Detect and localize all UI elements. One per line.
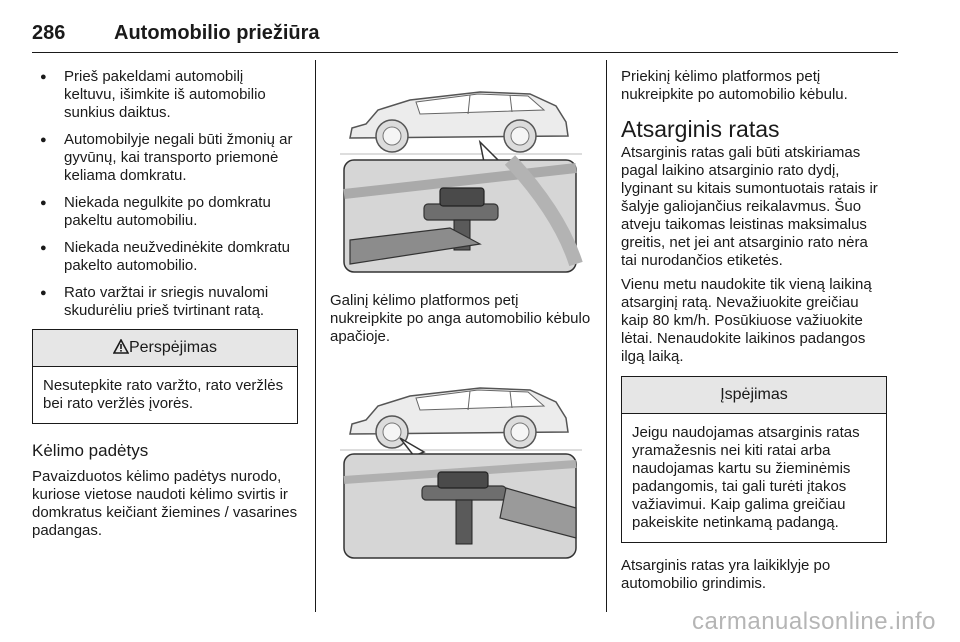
page-header (32, 22, 898, 53)
right-column (621, 68, 887, 593)
section-text: Pavaizduotos kėlimo padėtys nurodo, kuriose vietose naudoti kėlimo svirtis ir domkratus keičiant žiemines / vasarines padangas. (32, 468, 298, 539)
list-item: ● Rato varžtai ir sriegis nuvalomi skudurėliu prieš tvirtinant ratą. (32, 284, 298, 320)
car-rear-lift-point-icon (330, 64, 592, 278)
warning-triangle-icon (113, 339, 129, 354)
page-title: Automobilio priežiūra (114, 22, 320, 44)
warning-text: Nesutepkite rato varžto, rato veržlės bei rato veržlės įvorės. (43, 377, 284, 412)
safety-bullet-list (32, 68, 298, 320)
car-front-lift-point-icon (330, 368, 592, 564)
watermark: carmanualsonline.info (692, 608, 936, 635)
spare-wheel-para-2: Vienu metu naudokite tik vieną laikiną atsarginį ratą. Nevažiuokite greičiau kaip 80 km/h. Posūkiuose važiuokite lėtai. Nenaudokite laikinos padangos ilgą laiką. (621, 276, 872, 365)
intro-text: Priekinį kėlimo platformos petį nukreipkite po automobilio kėbulu. (621, 68, 848, 103)
spare-wheel-location-text: Atsarginis ratas yra laikiklyje po automobilio grindimis. (621, 557, 831, 592)
spare-wheel-para-1: Atsarginis ratas gali būti atskiriamas pagal laikino atsarginio rato dydį, lyginant su kitais sumontuotais ratais ir šalyje galiojančius reikalavmus. Šuo atveju taikomas leistinas maksimalus greitis, net jei ant atsarginio rato nėra tai nurodančios etiketės. (621, 144, 878, 269)
notice-text: Jeigu naudojamas atsarginis ratas yramažesnis nei kiti ratai arba naudojamas kartu su žieminėmis padangomis, tai gali turėti įtakos važiavimui. Kaip galima greičiau pakeiskite netinkamą padangą. (632, 424, 860, 531)
left-column (32, 68, 298, 540)
list-item: ● Niekada neužvedinėkite domkratu pakelto automobilio. (32, 239, 298, 275)
section-title: Atsarginis ratas (621, 116, 780, 142)
warning-title: Perspėjimas (128, 339, 218, 356)
warning-box (32, 329, 298, 424)
column-divider (315, 60, 316, 612)
list-item: ● Automobilyje negali būti žmonių ar gyvūnų, kai transporto priemonė keliama domkratu. (32, 131, 298, 185)
list-item: ● Prieš pakeldami automobilį keltuvu, išimkite iš automobilio sunkius daiktus. (32, 68, 298, 122)
list-item: ● Niekada negulkite po domkratu pakeltu automobiliu. (32, 194, 298, 230)
column-divider (606, 60, 607, 612)
section-title: Kėlimo padėtys (32, 441, 149, 460)
notice-box (621, 376, 887, 543)
warning-box-title (33, 330, 297, 367)
page-number: 286 (32, 22, 66, 44)
notice-title: Įspėjimas (622, 377, 886, 414)
figure-caption: Galinį kėlimo platformos petį nukreipkite po anga automobilio kėbulo apačioje. (330, 292, 591, 345)
